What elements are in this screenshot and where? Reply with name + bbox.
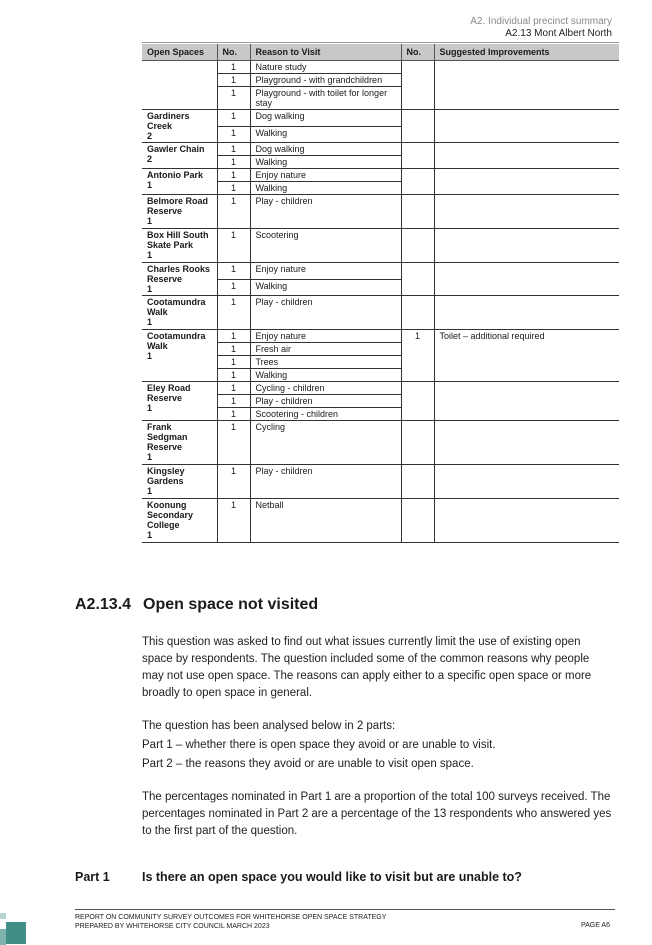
decorative-square bbox=[0, 913, 6, 919]
open-space-name bbox=[142, 382, 217, 421]
table-body bbox=[142, 61, 619, 543]
open-space-count: 1 bbox=[147, 250, 153, 260]
suggestion-count bbox=[401, 465, 434, 499]
reason-text: Playground - with grandchildren bbox=[250, 74, 401, 87]
reason-text: Scootering - children bbox=[250, 408, 401, 421]
reason-count: 1 bbox=[217, 126, 250, 143]
suggested-improvement bbox=[434, 143, 619, 169]
table-row bbox=[142, 499, 619, 543]
footer-rule bbox=[75, 909, 615, 910]
reason-count: 1 bbox=[217, 195, 250, 229]
open-space-count: 1 bbox=[147, 486, 153, 496]
reason-count: 1 bbox=[217, 156, 250, 169]
reason-count: 1 bbox=[217, 395, 250, 408]
reason-text: Trees bbox=[250, 356, 401, 369]
running-header bbox=[470, 16, 612, 40]
reason-count: 1 bbox=[217, 74, 250, 87]
open-space-label: Gardiners Creek bbox=[147, 111, 190, 131]
section-heading bbox=[75, 596, 318, 614]
suggestion-count: 1 bbox=[401, 330, 434, 382]
header-section: A2. Individual precinct summary bbox=[470, 16, 612, 27]
paragraph: Part 1 – whether there is open space they avoid or are unable to visit. bbox=[142, 739, 496, 751]
part-question bbox=[75, 870, 522, 884]
suggestion-count bbox=[401, 421, 434, 465]
open-space-label: Charles Rooks Reserve bbox=[147, 264, 211, 284]
reason-count: 1 bbox=[217, 296, 250, 330]
open-space-label: Koonung Secondary College bbox=[147, 500, 194, 530]
col-header-open-spaces: Open Spaces bbox=[142, 44, 217, 61]
reason-text: Walking bbox=[250, 126, 401, 143]
suggestion-count bbox=[401, 61, 434, 110]
part-question-text: Is there an open space you would like to visit but are unable to? bbox=[142, 870, 522, 884]
table-row bbox=[142, 229, 619, 263]
suggested-improvement bbox=[434, 296, 619, 330]
reason-text: Walking bbox=[250, 369, 401, 382]
reason-count: 1 bbox=[217, 229, 250, 263]
suggested-improvement bbox=[434, 499, 619, 543]
reason-count: 1 bbox=[217, 110, 250, 127]
reason-text: Walking bbox=[250, 182, 401, 195]
suggested-improvement bbox=[434, 61, 619, 110]
reason-count: 1 bbox=[217, 408, 250, 421]
table-row bbox=[142, 61, 619, 74]
footer-line: PREPARED BY WHITEHORSE CITY COUNCIL MARCH 2023 bbox=[75, 923, 270, 930]
suggestion-count bbox=[401, 499, 434, 543]
open-space-label: Gawler Chain bbox=[147, 144, 205, 154]
reason-count: 1 bbox=[217, 369, 250, 382]
reason-text: Play - children bbox=[250, 465, 401, 499]
suggested-improvement: Toilet – additional required bbox=[434, 330, 619, 382]
body-text bbox=[142, 634, 612, 856]
open-space-count: 1 bbox=[147, 351, 153, 361]
col-header-reason: Reason to Visit bbox=[250, 44, 401, 61]
reason-count: 1 bbox=[217, 169, 250, 182]
reason-text: Dog walking bbox=[250, 143, 401, 156]
open-space-name bbox=[142, 421, 217, 465]
open-space-count: 2 bbox=[147, 154, 153, 164]
reason-text: Walking bbox=[250, 156, 401, 169]
suggested-improvement bbox=[434, 465, 619, 499]
footer bbox=[75, 913, 386, 931]
paragraph: This question was asked to find out what issues currently limit the use of existing open space by respondents. The question included some of the common reasons why people may not use open space. The reasons can apply either to a specific open space or more broadly to open space in general. bbox=[142, 636, 592, 699]
open-space-label: Cootamundra Walk bbox=[147, 297, 206, 317]
suggestion-count bbox=[401, 382, 434, 421]
paragraph: The percentages nominated in Part 1 are a proportion of the total 100 surveys received. The percentages nominated in Part 2 are a percentage of the 13 respondents who answered yes to the first part of the question. bbox=[142, 791, 612, 837]
header-rule bbox=[142, 42, 619, 43]
suggestion-count bbox=[401, 263, 434, 296]
section-number: A2.13.4 bbox=[75, 596, 132, 613]
table-row bbox=[142, 421, 619, 465]
reason-text: Play - children bbox=[250, 195, 401, 229]
paragraph: The question has been analysed below in 2 parts: bbox=[142, 720, 396, 732]
suggested-improvement bbox=[434, 421, 619, 465]
decorative-square bbox=[0, 929, 6, 945]
open-space-label: Kingsley Gardens bbox=[147, 466, 185, 486]
reason-text: Nature study bbox=[250, 61, 401, 74]
open-space-name bbox=[142, 330, 217, 382]
col-header-no: No. bbox=[217, 44, 250, 61]
reason-count: 1 bbox=[217, 143, 250, 156]
open-space-name bbox=[142, 465, 217, 499]
suggested-improvement bbox=[434, 110, 619, 143]
open-space-name bbox=[142, 110, 217, 143]
reason-count: 1 bbox=[217, 263, 250, 280]
reason-text: Cycling bbox=[250, 421, 401, 465]
open-space-label: Belmore Road Reserve bbox=[147, 196, 209, 216]
col-header-sug-no: No. bbox=[401, 44, 434, 61]
open-spaces-table bbox=[142, 44, 619, 543]
paragraph: Part 2 – the reasons they avoid or are unable to visit open space. bbox=[142, 758, 474, 770]
open-space-name bbox=[142, 499, 217, 543]
reason-count: 1 bbox=[217, 330, 250, 343]
reason-count: 1 bbox=[217, 279, 250, 296]
open-space-name bbox=[142, 143, 217, 169]
suggestion-count bbox=[401, 195, 434, 229]
suggested-improvement bbox=[434, 263, 619, 296]
table-row bbox=[142, 382, 619, 395]
reason-count: 1 bbox=[217, 382, 250, 395]
suggestion-count bbox=[401, 169, 434, 195]
reason-text: Play - children bbox=[250, 395, 401, 408]
table-row bbox=[142, 110, 619, 127]
reason-text: Dog walking bbox=[250, 110, 401, 127]
table-header-row bbox=[142, 44, 619, 61]
open-space-label: Frank Sedgman Reserve bbox=[147, 422, 188, 452]
reason-text: Enjoy nature bbox=[250, 263, 401, 280]
suggested-improvement bbox=[434, 229, 619, 263]
page-number: PAGE A6 bbox=[580, 922, 610, 929]
footer-line: REPORT ON COMMUNITY SURVEY OUTCOMES FOR WHITEHORSE OPEN SPACE STRATEGY bbox=[75, 914, 387, 921]
open-space-label: Cootamundra Walk bbox=[147, 331, 206, 351]
open-space-name bbox=[142, 229, 217, 263]
open-space-name bbox=[142, 61, 217, 110]
suggestion-count bbox=[401, 143, 434, 169]
suggestion-count bbox=[401, 296, 434, 330]
reason-count: 1 bbox=[217, 465, 250, 499]
reason-count: 1 bbox=[217, 87, 250, 110]
reason-text: Enjoy nature bbox=[250, 169, 401, 182]
table-row bbox=[142, 169, 619, 182]
reason-count: 1 bbox=[217, 61, 250, 74]
open-space-count: 1 bbox=[147, 284, 153, 294]
open-space-label: Box Hill South Skate Park bbox=[147, 230, 209, 250]
reason-text: Playground - with toilet for longer stay bbox=[250, 87, 401, 110]
reason-text: Play - children bbox=[250, 296, 401, 330]
open-space-label: Antonio Park bbox=[147, 170, 204, 180]
suggested-improvement bbox=[434, 195, 619, 229]
table-row bbox=[142, 195, 619, 229]
reason-text: Cycling - children bbox=[250, 382, 401, 395]
table-row bbox=[142, 143, 619, 156]
table-row bbox=[142, 263, 619, 280]
table-row bbox=[142, 465, 619, 499]
open-space-count: 1 bbox=[147, 216, 153, 226]
reason-text: Enjoy nature bbox=[250, 330, 401, 343]
part-label: Part 1 bbox=[75, 870, 110, 884]
reason-count: 1 bbox=[217, 356, 250, 369]
open-space-name bbox=[142, 169, 217, 195]
open-space-name bbox=[142, 296, 217, 330]
open-space-count: 1 bbox=[147, 180, 153, 190]
open-space-name bbox=[142, 263, 217, 296]
reason-count: 1 bbox=[217, 421, 250, 465]
reason-text: Walking bbox=[250, 279, 401, 296]
open-space-count: 2 bbox=[147, 131, 153, 141]
suggestion-count bbox=[401, 229, 434, 263]
suggested-improvement bbox=[434, 169, 619, 195]
reason-text: Scootering bbox=[250, 229, 401, 263]
reason-count: 1 bbox=[217, 182, 250, 195]
open-space-count: 1 bbox=[147, 317, 153, 327]
table-row bbox=[142, 330, 619, 343]
open-space-count: 1 bbox=[147, 403, 153, 413]
reason-count: 1 bbox=[217, 499, 250, 543]
section-title: Open space not visited bbox=[143, 596, 319, 613]
decorative-square bbox=[6, 922, 26, 944]
suggested-improvement bbox=[434, 382, 619, 421]
reason-text: Fresh air bbox=[250, 343, 401, 356]
open-space-count: 1 bbox=[147, 452, 153, 462]
reason-count: 1 bbox=[217, 343, 250, 356]
open-space-label: Eley Road Reserve bbox=[147, 383, 191, 403]
open-space-name bbox=[142, 195, 217, 229]
reason-text: Netball bbox=[250, 499, 401, 543]
header-subsection: A2.13 Mont Albert North bbox=[505, 28, 612, 39]
table-row bbox=[142, 296, 619, 330]
suggestion-count bbox=[401, 110, 434, 143]
col-header-suggested: Suggested Improvements bbox=[434, 44, 619, 61]
open-space-count: 1 bbox=[147, 530, 153, 540]
